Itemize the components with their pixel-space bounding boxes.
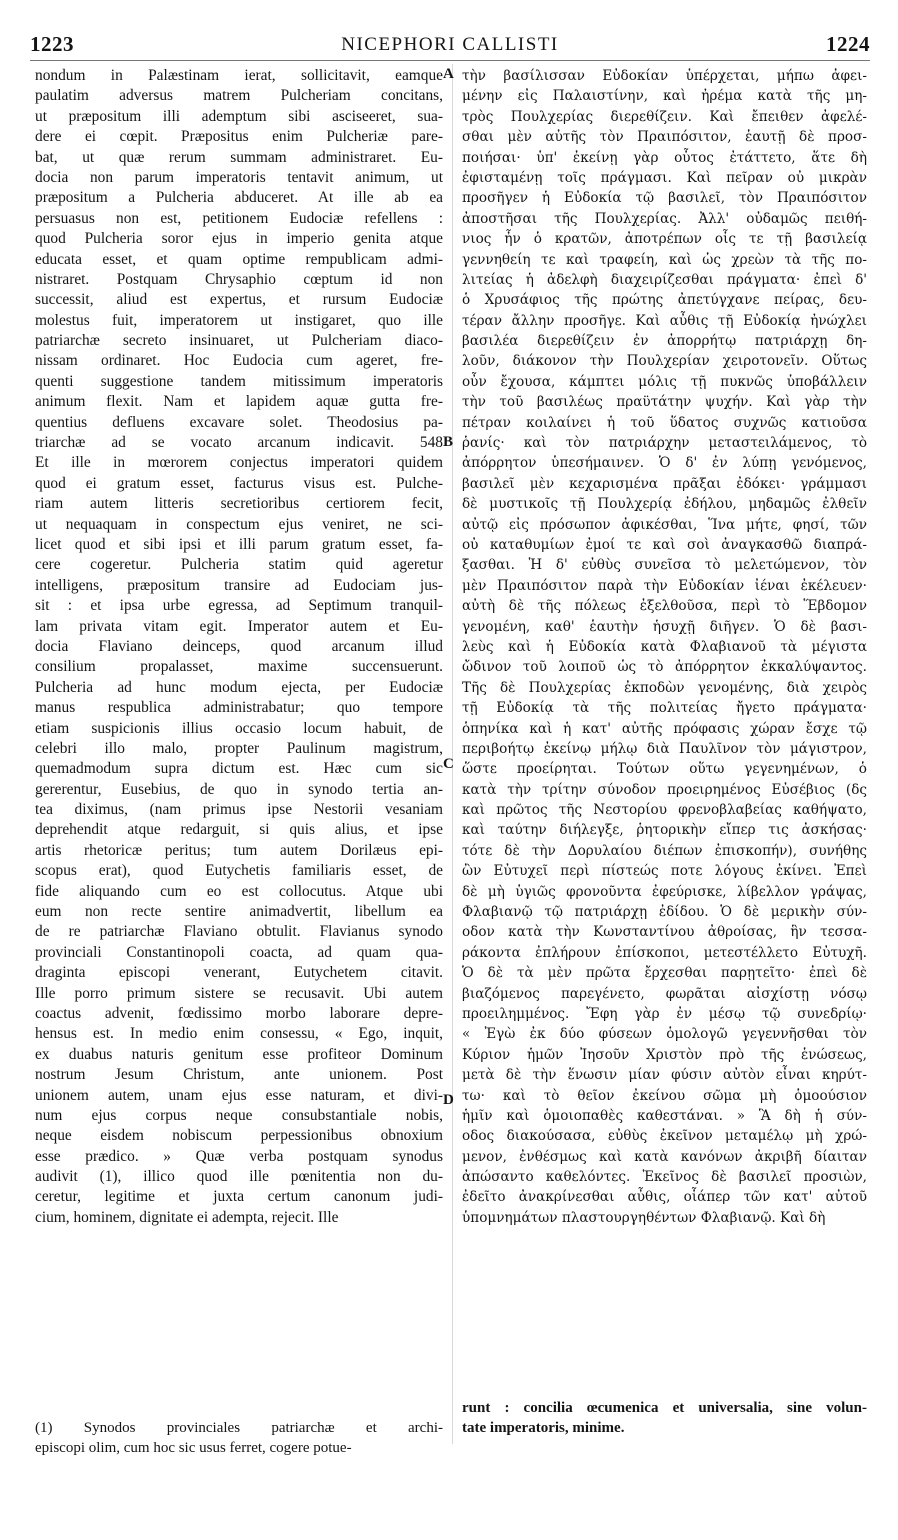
latin-text-line: cium, hominem, dignitate ei adempta, rejecit. Ille — [35, 1208, 339, 1226]
latin-text-line: nissam ordinaret. Hoc Eudocia cum ageret, fre- — [35, 352, 443, 370]
footnote-line: episcopi olim, cum hoc sic usus ferret, cogere potue- — [35, 1440, 352, 1457]
latin-text-line: de re patriarchæ Flaviano obtulit. Flavianus synodo — [35, 923, 443, 941]
greek-text-line: ἡμῖν καὶ ὁμοιοπαθὲς καθεστάναι. » Ἃ δὴ ἡ σύν- — [462, 1107, 867, 1124]
section-marker-b: B — [443, 434, 454, 450]
greek-text-line: νιος ἦν ὁ κρατῶν, ἀποτρέπων οἷς τε τῇ βασιλείᾳ — [462, 231, 867, 248]
greek-text-line: κατὰ τὴν τρίτην σύνοδον προειρημένος Εὐσέβιος (δς — [462, 781, 867, 798]
footnote-line: runt : concilia œcumenica et universalia, sine volun- — [462, 1400, 867, 1416]
greek-text-line: πέτραν κοιλαίνει ἡ τοῦ ὕδατος συχνῶς κατιοῦσα — [462, 414, 867, 431]
greek-text-line: οὖν ἔχουσα, κάμπτει μόλις τῇ πυκνῶς ὑποβάλλειν — [462, 373, 867, 390]
latin-text-line: persuasus non est, petitionem Eudociæ refellens : — [35, 209, 443, 227]
latin-text-line: draginta episcopi venerant, Eutychetem citavit. — [35, 964, 443, 982]
greek-text-column — [462, 66, 867, 1228]
greek-text-line: ξασθαι. Ἡ δ' εὐθὺς συνεῖσα τὸ μελετώμενον, τὸν — [462, 557, 867, 574]
greek-text-line: ἀπώσαντο καθελόντες. Ἐκεῖνος δὲ βασιλεῖ προσιὼν, — [462, 1169, 867, 1186]
greek-text-line: ἀποστῆσαι τῆς Πουλχερίας. Ἀλλ' οὐδαμῶς πειθή- — [462, 210, 867, 227]
latin-text-line: fide aliquando cum eo est collocutus. Atque ubi — [35, 882, 443, 900]
greek-text-line: λοῦν, διάκονον τὴν Πουλχερίαν χειροτονεῖν. Οὕτως — [462, 353, 867, 370]
greek-text-line: γεννηθείη τε καὶ τραφείη, καὶ ὡς χρεὼν τὰ τῆς πο- — [462, 251, 867, 268]
header-rule — [30, 60, 870, 61]
latin-text-line: animum flexit. Nam et lapidem aquæ gutta fre- — [35, 393, 443, 411]
latin-text-line: riam autem litteris secretioribus certiorem fecit, — [35, 495, 443, 513]
footnote-left — [35, 1419, 443, 1460]
latin-text-line: paulatim adversus matrem Pulcheriam concitans, — [35, 87, 443, 105]
latin-text-line: dere ei cœpit. Præpositus enim Pulcheriæ pare- — [35, 128, 443, 146]
left-column-number: 1223 — [30, 32, 74, 56]
greek-text-line: Τῆς δὲ Πουλχερίας ἐκποδὼν γενομένης, διὰ χειρὸς — [462, 679, 867, 696]
latin-text-line: Pulcheria ad hunc modum ejecta, per Eudociæ — [35, 678, 443, 696]
column-divider — [452, 64, 453, 1444]
greek-text-line: ράκοντα ἐπλήρουν ἐπίσκοποι, μετεστέλλετο Εὐτυχῆ. — [462, 944, 867, 961]
latin-text-line: nostrum Jesum Christum, ante unionem. Post — [35, 1066, 443, 1084]
latin-text-line: bat, ut quæ rerum summam administraret. Eu- — [35, 148, 443, 166]
latin-text-line: neque eisdem nobiscum perpessionibus obnoxium — [35, 1127, 443, 1145]
greek-text-line: ὑπομνημάτων πλαστουργηθέντων Φλαβιανῷ. Καὶ δὴ — [462, 1209, 826, 1226]
latin-text-line: nistraret. Postquam Chrysaphio cœptum id non — [35, 270, 443, 288]
greek-text-line: τέραν ἄλλην προσῆγε. Καὶ αὖθις τῇ Εὐδοκίᾳ ἠνώχλει — [462, 312, 867, 329]
latin-text-line: educata esset, et quam optime rempublicam admi- — [35, 250, 443, 268]
latin-text-line: consilium propalasset, maxime succensuerunt. — [35, 658, 443, 676]
greek-text-line: Ὁ δὲ τὰ μὲν πρῶτα ἔρχεσθαι παρῃτεῖτο· ἐπεὶ δὲ — [462, 965, 867, 982]
latin-text-line: quod Pulcheria soror ejus in imperio genita atque — [35, 230, 443, 248]
latin-text-line: audivit (1), illico quod ille pœnitentia non du- — [35, 1168, 443, 1186]
greek-text-line: περιβοήτῳ ἐκείνῳ μήλῳ διὰ Παυλῖνον τὸν μάγιστρον, — [462, 740, 867, 757]
latin-text-line: præpositum a Pulcheria abduceret. At ille ab ea — [35, 189, 443, 207]
latin-text-line: quenti suggestione tandem mitissimum imperatoris — [35, 372, 443, 390]
latin-text-line: intelligens, præpositum transire ad Eudociam jus- — [35, 576, 443, 594]
greek-text-line: μενον, ἐνθέσμως καὶ κατὰ κανόνων ἀκριβῆ δίαιταν — [462, 1148, 867, 1165]
greek-text-line: ὥστε προείρηται. Τούτων οὕτω γεγενημένων, ὁ — [462, 761, 867, 778]
greek-text-line: ῥανίς· καὶ τὸν πατριάρχην μεταστειλάμενος, τὸ — [462, 435, 867, 452]
latin-text-column — [35, 66, 443, 1228]
greek-text-line: μὲν Πραιπόσιτον παρὰ τὴν Εὐδοκίαν ἰέναι ἐκέλευεν· — [462, 577, 867, 594]
greek-text-line: Φλαβιανῷ τῷ πατριάρχῃ ἐδίδου. Ὁ δὲ μερικὴν σύν- — [462, 904, 867, 921]
latin-text-line: gererentur, Eusebius, de quo in synodo tertia an- — [35, 780, 443, 798]
latin-text-line: manus respublica administrabatur; quo tempore — [35, 699, 443, 717]
latin-text-line: celebri illo malo, propter Paulinum magistrum, — [35, 739, 443, 757]
greek-text-line: γενομένη, καθ' ἑαυτὴν ἡσυχῇ διῆγεν. Ὁ δὲ βασι- — [462, 618, 867, 635]
latin-text-line: patriarchæ secreto insinuaret, ut Pulcheriam diaco- — [35, 332, 443, 350]
latin-text-line: num ejus corpus neque consubstantiale nobis, — [35, 1106, 443, 1124]
latin-text-line: eum non recte sentire animadvertit, libellum ea — [35, 903, 443, 921]
greek-text-line: μετὰ δὲ τὴν ἕνωσιν μίαν φύσιν αὐτὸν εἶναι κηρύτ- — [462, 1067, 867, 1084]
greek-text-line: αὐτὴ δὲ τῆς πόλεως ἐξελθοῦσα, περὶ τὸ Ἕβδομον — [462, 598, 867, 615]
running-header — [30, 32, 870, 58]
greek-text-line: « Ἐγὼ ἐκ δύο φύσεων ὁμολογῶ γεγεννῆσθαι τὸν — [462, 1026, 867, 1043]
footnote-right — [462, 1399, 867, 1440]
greek-text-line: ὁπηνίκα καὶ ἡ κατ' αὐτῆς πρόφασις χώραν ἔσχε τῷ — [462, 720, 867, 737]
latin-text-line: ut nequaquam in conspectum ejus veniret, ne sci- — [35, 515, 443, 533]
latin-text-line: Et ille in mœrorem conjectus imperatori quidem — [35, 454, 443, 472]
latin-text-line: ceretur, legitime et juxta certum canonum judi- — [35, 1188, 443, 1206]
greek-text-line: προσῆγεν ἡ Εὐδοκία τῷ βασιλεῖ, τὸν Πραιπόσιτον — [462, 190, 867, 207]
latin-text-line: hensus est. In medio enim consessu, « Ego, inquit, — [35, 1025, 443, 1043]
latin-text-line: tea diximus, (nam primus ipse Nestorii vesaniam — [35, 801, 443, 819]
greek-text-line: ὁ Χρυσάφιος τῆς πρώτης ἀπετύγχανε πείρας, δευ- — [462, 292, 867, 309]
latin-text-line: lam privata vitam egit. Imperator autem et Eu- — [35, 617, 443, 635]
latin-text-line: docia Flaviano deinceps, quod arcanum illud — [35, 637, 443, 655]
greek-text-line: βασιλέα διερεθίζειν ἐν ἀπορρήτῳ πατριάρχῃ δη- — [462, 333, 867, 350]
latin-text-line: coactus advenit, fœdissimo morbo laborare depre- — [35, 1004, 443, 1022]
greek-text-line: καὶ ταύτην διήλεγξε, ῥητορικὴν εἴπερ τις ἀσκήσας· — [462, 822, 867, 839]
greek-text-line: δὲ μὴ ὑγιῶς φρονοῦντα ἐφεύρισκε, λίβελλον γράψας, — [462, 883, 867, 900]
latin-text-line: docia non parum imperatoris tentavit animum, ut — [35, 168, 443, 186]
greek-text-line: οδος διακούσασα, εὐθὺς ἐκεῖνον μεταμέλῳ μὴ χρώ- — [462, 1128, 867, 1145]
section-marker-a: A — [443, 66, 454, 82]
latin-text-line: triarchæ ad se vocato arcanum indicavit. 548 — [35, 434, 443, 452]
greek-text-line: καὶ πρῶτος τῆς Νεστορίου φρενοβλαβείας καθήψατο, — [462, 802, 867, 819]
greek-text-line: τὴν τοῦ βασιλέως πραϋτάτην ψυχήν. Καὶ γὰρ τὴν — [462, 394, 867, 411]
latin-text-line: quod ei gratum esset, facturus visus est. Pulche- — [35, 474, 443, 492]
right-column-number: 1224 — [826, 32, 870, 56]
greek-text-line: τω· καὶ τὸ θεῖον ἐκείνου σῶμα μὴ ὁμοούσιον — [462, 1087, 867, 1104]
greek-text-line: ἀπόρρητον ὑπεσήμαινεν. Ὁ δ' ἐν λύπῃ γενόμενος, — [462, 455, 867, 472]
greek-text-line: λιτείας ἡ ἀδελφὴ διαχειρίζεσθαι πράγματα· ἐπεὶ δ' — [462, 271, 867, 288]
latin-text-line: licet quod et sibi ipsi et illi parum gratum esset, fa- — [35, 535, 443, 553]
section-marker-d: D — [443, 1092, 454, 1108]
greek-text-line: ἐδεῖτο ἀνακρίνεσθαι αὖθις, οἷάπερ τῶν κατ' αὐτοῦ — [462, 1189, 867, 1206]
latin-text-line: successit, aliud est expertus, et rursum Eudociæ — [35, 291, 443, 309]
greek-text-line: οδον κατὰ τὴν Κωνσταντίνου ἀθροίσας, ἣν τεσσα- — [462, 924, 867, 941]
greek-text-line: ποιήσαι· ὑπ' ἐκείνῃ γὰρ οὗτος ἐτάττετο, ἅτε δὴ — [462, 149, 867, 166]
greek-text-line: λεὺς καὶ ἡ Εὐδοκία κατὰ Φλαβιανοῦ τὰ μέγιστα — [462, 638, 867, 655]
latin-text-line: esse prædico. » Quæ verba postquam synodus — [35, 1147, 443, 1165]
latin-text-line: scopus erat), quod Eutychetis familiaris esset, de — [35, 862, 443, 880]
latin-text-line: sit : et ipsa urbe egressa, ad Septimum tranquil- — [35, 597, 443, 615]
latin-text-line: quemadmodum supra dictum est. Hæc cum sic — [35, 760, 443, 778]
latin-text-line: ut præpositum illi ademptum sibi asciseeret, sua- — [35, 107, 443, 125]
greek-text-line: προειλημμένος. Ἔφη γὰρ ἐν μέσῳ τῷ συνεδρίῳ· — [462, 1005, 867, 1022]
latin-text-line: artis rhetoricæ peritus; tum autem Dorilæus epi- — [35, 841, 443, 859]
greek-text-line: ὢν Εὐτυχεῖ περὶ πίστεώς ποτε λόγους ἐκίνει. Ἐπεὶ — [462, 863, 867, 880]
latin-text-line: etiam suspicionis illius occasio locum habuit, de — [35, 719, 443, 737]
latin-text-line: molestus fuit, imperatorem ut instigaret, quo ille — [35, 311, 443, 329]
greek-text-line: τότε δὲ τὴν Δορυλαίου διέπων ἐπισκοπήν), συνήθης — [462, 842, 867, 859]
greek-text-line: ὤδινον τοῦ λοιποῦ ὡς τὸ ἀπόρρητον ἐκκαλύψαντος. — [462, 659, 867, 676]
latin-text-line: provinciali Constantinopoli coacta, ad quam qua- — [35, 943, 443, 961]
running-title: NICEPHORI CALLISTI — [341, 34, 559, 55]
greek-text-line: τῇ Εὐδοκίᾳ τὰ τῆς πολιτείας ἤγετο πράγματα· — [462, 700, 867, 717]
section-marker-c: C — [443, 756, 454, 772]
greek-text-line: τὴν βασίλισσαν Εὐδοκίαν ὑπέρχεται, μήπω ἀφει- — [462, 68, 867, 84]
latin-text-line: unionem autem, unam ejus esse naturam, et divi- — [35, 1086, 443, 1104]
latin-text-line: ex duabus naturis genitum esse profiteor Dominum — [35, 1045, 443, 1063]
latin-text-line: deprehendit atque redarguit, si quis alius, et ipse — [35, 821, 443, 839]
greek-text-line: τρὸς Πουλχερίας διερεθίζειν. Καὶ ἔπειθεν ἀφελέ- — [462, 108, 867, 125]
greek-text-line: μένην εἰς Παλαιστίνην, καὶ ἠρέμα κατὰ τῆς μη- — [462, 88, 867, 105]
latin-text-line: Ille porro primum sistere se recusavit. Ubi autem — [35, 984, 443, 1002]
greek-text-line: Κύριον ἡμῶν Ἰησοῦν Χριστὸν πρὸ τῆς ἑνώσεως, — [462, 1046, 867, 1063]
greek-text-line: βασιλεῖ μὲν κεχαρισμένα πρᾶξαι ἐδόκει· γράμμασι — [462, 475, 867, 492]
greek-text-line: ἐφισταμένῃ τοῖς πράγμασι. Καὶ πεῖραν οὐ μικρὰν — [462, 169, 867, 186]
latin-text-line: cere cogeretur. Pulcheria statim quid ageretur — [35, 556, 443, 574]
latin-text-line: nondum in Palæstinam ierat, sollicitavit, eamque — [35, 67, 443, 84]
greek-text-line: αὐτῷ εἰς πρόσωπον ἀφικέσθαι, Ἵνα μήτε, φησί, τῶν — [462, 516, 867, 533]
latin-text-line: quentius defluens excavare solet. Theodosius pa- — [35, 413, 443, 431]
footnote-line: tate imperatoris, minime. — [462, 1420, 625, 1437]
greek-text-line: οὐ καταθυμίων ἐμοί τε καὶ σοὶ ἀναγκασθῶ διαπρά- — [462, 536, 867, 553]
greek-text-line: δὲ μυστικοῖς τῇ Πουλχερίᾳ ἐδήλου, μηδαμῶς ἐλθεῖν — [462, 496, 867, 513]
greek-text-line: βιαζόμενος παρεγένετο, φωρᾶται αἰσχίστῃ νόσῳ — [462, 985, 867, 1002]
greek-text-line: σθαι μὲν αὐτῆς τὸν Πραιπόσιτον, ἑαυτῇ δὲ προσ- — [462, 129, 867, 146]
footnote-line: (1) Synodos provinciales patriarchæ et archi- — [35, 1420, 443, 1436]
